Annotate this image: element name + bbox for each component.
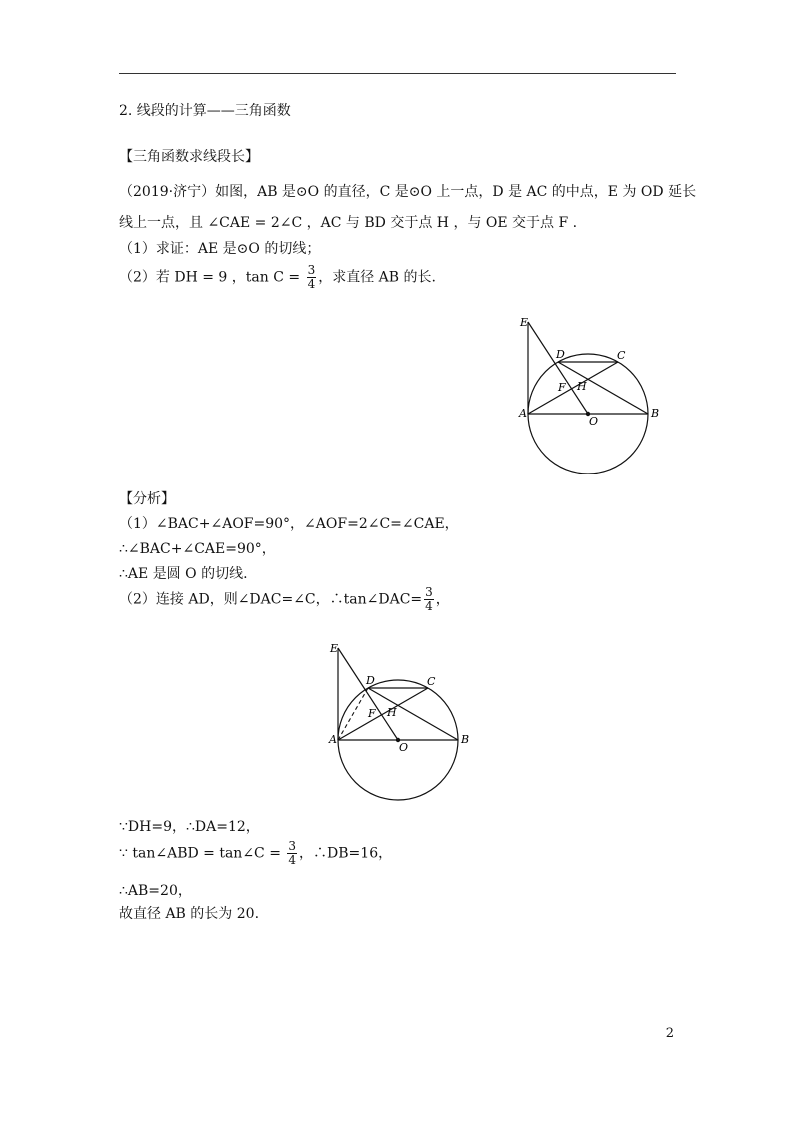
- label-d: D: [366, 674, 375, 687]
- label-f: F: [368, 707, 376, 720]
- segment-eo: [528, 322, 588, 414]
- analysis-line-1: （1）∠BAC+∠AOF=90°，∠AOF=2∠C=∠CAE，: [119, 516, 459, 532]
- topic-title: 【三角函数求线段长】: [119, 149, 259, 165]
- problem-part-1: （1）求证：AE 是⊙O 的切线；: [119, 241, 321, 257]
- problem-line-1: （2019·济宁）如图，AB 是⊙O 的直径，C 是⊙O 上一点，D 是 AC 的中点，E 为 OD 延长: [119, 184, 697, 200]
- label-h: H: [577, 380, 587, 393]
- section-heading: 2. 线段的计算——三角函数: [119, 103, 291, 119]
- analysis-title: 【分析】: [119, 491, 175, 507]
- analysis-line-4: [119, 586, 450, 613]
- label-b: B: [461, 733, 470, 746]
- analysis-line-4-suffix: ，: [435, 591, 450, 608]
- label-a: A: [519, 407, 527, 420]
- analysis-conclusion: 故直径 AB 的长为 20.: [119, 906, 260, 922]
- problem-line-2: 线上一点，且 ∠CAE = 2∠C ，AC 与 BD 交于点 H ，与 OE 交于点 F .: [119, 215, 578, 231]
- label-f: F: [558, 381, 566, 394]
- problem-part-2-prefix: （2）若 DH = 9 ，tan C =: [119, 269, 305, 286]
- label-o: O: [399, 741, 409, 754]
- segment-ac: [528, 362, 618, 414]
- dashed-segment-ad: [338, 688, 368, 740]
- segment-ac: [338, 688, 428, 740]
- analysis-line-4-prefix: （2）连接 AD，则∠DAC=∠C，∴tan∠DAC=: [119, 591, 423, 608]
- fraction-numerator: 3: [307, 263, 316, 277]
- fraction-numerator: 3: [425, 585, 433, 599]
- fraction-denominator: 4: [307, 277, 316, 291]
- label-b: B: [651, 407, 660, 420]
- analysis-line-6: [119, 840, 392, 867]
- label-o: O: [589, 415, 599, 428]
- problem-part-2-suffix: ，求直径 AB 的长.: [318, 269, 436, 286]
- page-number: 2: [665, 1026, 674, 1041]
- fraction-numerator: 3: [288, 839, 297, 853]
- fraction-denominator: 4: [425, 599, 433, 613]
- label-d: D: [556, 348, 565, 361]
- geometry-figure-1: [510, 312, 670, 474]
- label-e: E: [520, 316, 529, 329]
- fraction: [287, 840, 297, 867]
- label-h: H: [387, 706, 397, 719]
- fraction: [424, 586, 434, 613]
- analysis-line-6-prefix: ∵ tan∠ABD = tan∠C =: [119, 845, 286, 862]
- label-e: E: [330, 642, 339, 655]
- analysis-line-5: ∵DH=9，∴DA=12，: [119, 819, 260, 835]
- fraction-denominator: 4: [288, 853, 297, 867]
- analysis-line-2: ∴∠BAC+∠CAE=90°，: [119, 541, 276, 557]
- problem-part-2: [119, 264, 436, 291]
- header-rule: [119, 73, 676, 74]
- fraction: [307, 264, 317, 291]
- label-a: A: [329, 733, 337, 746]
- segment-eo: [338, 648, 398, 740]
- analysis-line-3: ∴AE 是圆 O 的切线.: [119, 566, 248, 582]
- geometry-figure-2: [320, 638, 480, 804]
- analysis-line-6-suffix: ，∴DB=16，: [299, 845, 393, 862]
- label-c: C: [617, 349, 626, 362]
- label-c: C: [427, 675, 436, 688]
- analysis-line-7: ∴AB=20，: [119, 883, 192, 899]
